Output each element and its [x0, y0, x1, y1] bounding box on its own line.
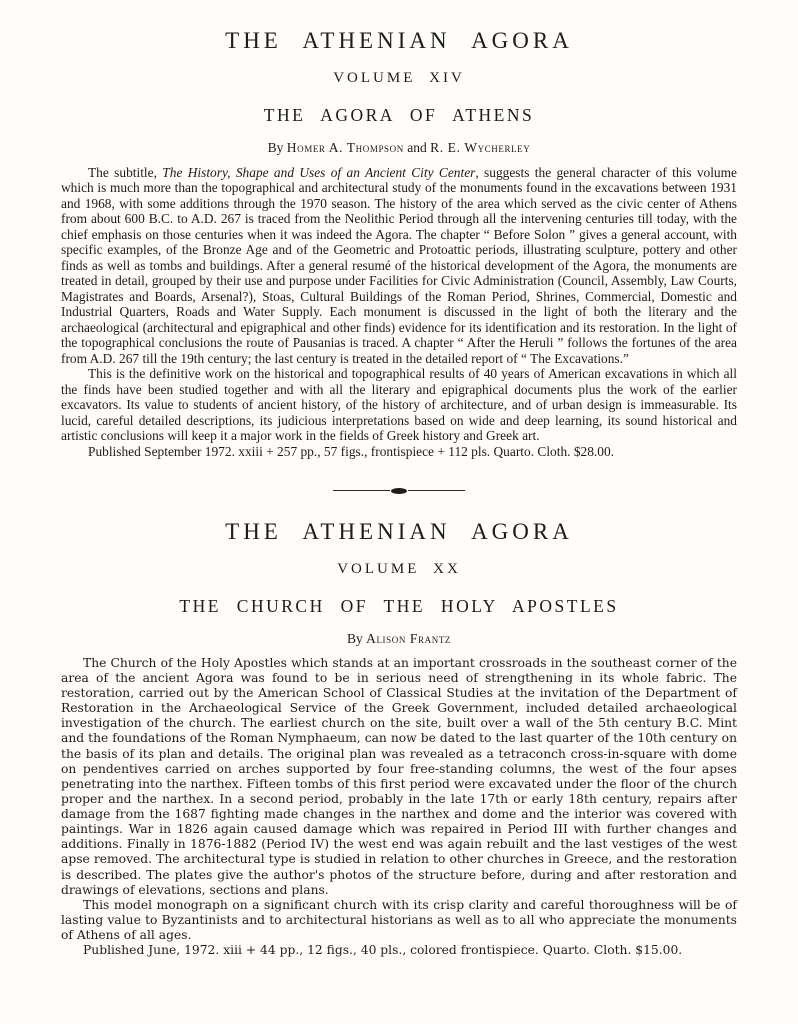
section-agora-volume-xx: [61, 519, 737, 959]
author-name: R. E. Wycherley: [430, 140, 531, 155]
byline-conjunction: and: [407, 140, 427, 155]
paragraph: This is the definitive work on the historical and topographical results of 40 years of American excavations in which all the finds have been studied together and with all the literary and epigraphical documents plus the work of the earlier excavators. Its value to students of ancient history, of the history of architecture, and of urban design is immeasurable. Its lucid, careful detailed descriptions, its judicious interpretations based on wide and deep learning, its sound historical and artistic conclusions will keep it a major work in the fields of Greek history and Greek art.: [61, 366, 737, 443]
divider-line: [333, 490, 390, 491]
volume-label: VOLUME XX: [337, 560, 461, 577]
paragraph: [61, 165, 737, 366]
paragraph: This model monograph on a significant church with its crisp clarity and careful thoroughness will be of lasting value to Byzantinists and to architectural historians as well as to all who appreciate the monuments of Athens of all ages.: [61, 897, 737, 943]
volume-title: THE CHURCH OF THE HOLY APOSTLES: [179, 595, 619, 616]
byline-prefix: By: [267, 140, 284, 155]
author-name: Alison Frantz: [366, 630, 452, 646]
publication-info: Published June, 1972. xiii + 44 pp., 12 figs., 40 pls., colored frontispiece. Quarto. Cloth. $15.00.: [83, 943, 683, 958]
byline-prefix: By: [346, 630, 363, 646]
volume-title: THE AGORA OF ATHENS: [263, 105, 535, 125]
volume-label: VOLUME XIV: [333, 70, 465, 86]
diamond-ornament-icon: [391, 488, 407, 494]
byline: [61, 140, 737, 156]
series-heading: THE ATHENIAN AGORA: [225, 518, 573, 544]
italic-subtitle: The History, Shape and Uses of an Ancient City Center: [162, 165, 476, 180]
publication-info: Published September 1972. xxiii + 257 pp., 57 figs., frontispiece + 112 pls. Quarto. Cloth. $28.00.: [88, 444, 615, 460]
divider-line: [408, 490, 465, 491]
series-heading: THE ATHENIAN AGORA: [225, 28, 573, 53]
section-agora-volume-xiv: [61, 28, 737, 461]
author-name: Homer A. Thompson: [286, 140, 404, 155]
section-divider: [333, 488, 465, 494]
byline: [61, 631, 737, 647]
paragraph: The Church of the Holy Apostles which stands at an important crossroads in the southeast corner of the area of the ancient Agora was found to be in serious need of strengthening in its whole fabric. The restoration, carried out by the American School of Classical Studies at the invitation of the Department of Restoration in the Archaeological Service of the Greek Government, included detailed archaeological investigation of the church. The earliest church on the site, built over a wall of the 5th century B.C. Mint and the foundations of the Roman Nymphaeum, can now be dated to the last quarter of the 10th century on the basis of its plan and details. The original plan was revealed as a tetraconch cross-in-square with dome on pendentives carried on arches supported by four free-standing columns, the west of the four apses penetrating into the narthex. Fifteen tombs of this first period were excavated under the floor of the church proper and the narthex. In a second period, probably in the late 17th or early 18th century, repairs after damage from the 1687 fighting made changes in the narthex and dome and the interior was covered with paintings. War in 1826 again caused damage which was repaired in Period III with further changes and additions. Finally in 1876-1882 (Period IV) the west end was again rebuilt and the last vestiges of the west apse removed. The architectural type is studied in relation to other churches in Greece, and the restoration is described. The plates give the author's photos of the structure before, during and after restoration and drawings of elevations, sections and plans.: [61, 655, 737, 897]
paragraph-text: , suggests the general character of this volume which is much more than the topographical and architectural study of the monuments found in the excavations between 1931 and 1968, with some additions through the 1970 season. The history of the area which served as the civic center of Athens from about 600 B.C. to A.D. 267 is traced from the Neolithic Period through all the intervening centuries till today, with the chief emphasis on those centuries when it was indeed the Agora. The chapter “ Before Solon ” gives a general account, with specific examples, of the Bronze Age and of the Geometric and Protoattic periods, illustrating sculpture, pottery and other finds as well as tombs and buildings. After a general resumé of the historical development of the Agora, the monuments are treated in detail, grouped by their use and purpose under Facilities for Civic Administration (Council, Assembly, Law Courts, Magistrates and Boards, Arsenal?), Stoas, Cultural Buildings of the Roman Period, Shrines, Commercial, Domestic and Industrial Quarters, Roads and Water Supply. Each monument is discussed in the light of both the literary and the archaeological (architectural and epigraphical and other finds) evidence for its identification and its restoration. In the light of the topographical conclusions the route of Pausanias is traced. A chapter “ After the Heruli ” follows the fortunes of the area from A.D. 267 till the 19th century; the last century is treated in the detailed report of “ The Excavations.”: [61, 165, 737, 366]
paragraph-text: The subtitle,: [88, 165, 163, 180]
